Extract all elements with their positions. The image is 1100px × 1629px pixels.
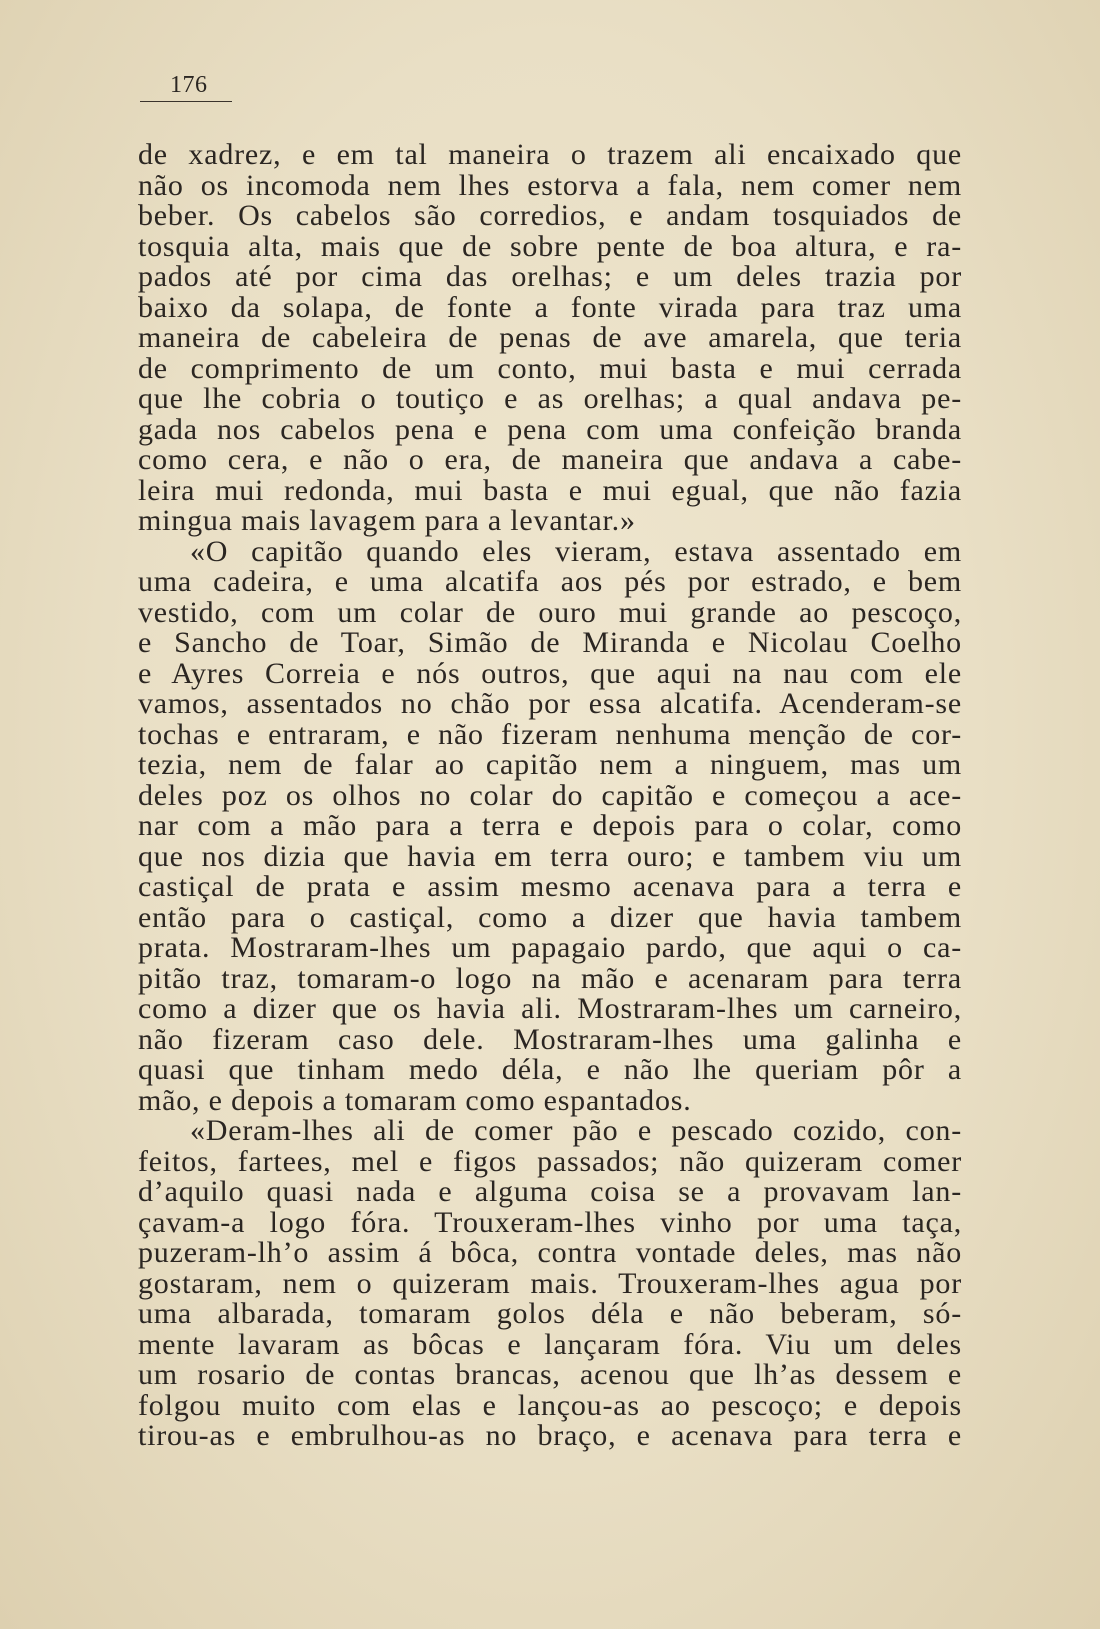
text-line: então para o castiçal, como a dizer que havia tambem — [138, 900, 962, 934]
text-line: «Deram-lhes ali de comer pão e pescado cozido, con- — [190, 1114, 962, 1147]
text-line: baixo da solapa, de fonte a fonte virada para traz uma — [138, 290, 962, 324]
text-line: de xadrez, e em tal maneira o trazem ali encaixado que — [138, 138, 962, 171]
text-line: como cera, e não o era, de maneira que andava a cabe- — [138, 443, 962, 476]
text-line: tosquia alta, mais que de sobre pente de boa altura, e ra- — [138, 229, 962, 263]
text-line: maneira de cabeleira de penas de ave amarela, que teria — [138, 321, 962, 354]
body-text — [138, 140, 962, 1452]
text-line: vamos, assentados no chão por essa alcatifa. Acenderam-se — [138, 687, 962, 720]
text-line: como a dizer que os havia ali. Mostraram-lhes um carneiro, — [138, 992, 962, 1025]
text-line: pitão traz, tomaram-o logo na mão e acenaram para terra — [138, 961, 962, 995]
text-line: tezia, nem de falar ao capitão nem a ninguem, mas um — [138, 748, 962, 781]
page-number: 176 — [170, 72, 208, 98]
text-line: castiçal de prata e assim mesmo acenava para a terra e — [138, 870, 962, 903]
text-line: mingua mais lavagem para a levantar.» — [138, 504, 636, 537]
text-line: uma albarada, tomaram golos déla e não beberam, só- — [138, 1297, 962, 1330]
text-line: tirou-as e embrulhou-as no braço, e acenava para terra e — [138, 1419, 962, 1452]
text-line: beber. Os cabelos são corredios, e andam tosquiados de — [138, 199, 962, 232]
paragraph — [138, 1116, 962, 1452]
text-line: de comprimento de um conto, mui basta e mui cerrada — [138, 351, 962, 385]
text-line: feitos, fartees, mel e figos passados; não quizeram comer — [138, 1144, 962, 1178]
text-line: um rosario de contas brancas, acenou que lh’as dessem e — [138, 1358, 962, 1391]
text-line: prata. Mostraram-lhes um papagaio pardo, que aqui o ca- — [138, 931, 962, 964]
text-line: deles poz os olhos no colar do capitão e começou a ace- — [138, 778, 962, 812]
text-line: uma cadeira, e uma alcatifa aos pés por estrado, e bem — [138, 565, 962, 598]
text-line: tochas e entraram, e não fizeram nenhuma menção de cor- — [138, 717, 962, 751]
paragraph — [138, 534, 962, 1117]
text-line: mente lavaram as bôcas e lançaram fóra. Viu um deles — [138, 1327, 962, 1361]
text-line: pados até por cima das orelhas; e um deles trazia por — [138, 260, 962, 293]
text-line: e Ayres Correia e nós outros, que aqui na nau com ele — [138, 656, 962, 690]
text-line: e Sancho de Toar, Simão de Miranda e Nicolau Coelho — [138, 626, 962, 659]
text-line: folgou muito com elas e lançou-as ao pescoço; e depois — [138, 1388, 962, 1422]
paragraph — [138, 140, 962, 537]
text-line: quasi que tinham medo déla, e não lhe queriam pôr a — [138, 1053, 962, 1086]
text-line: vestido, com um colar de ouro mui grande ao pescoço, — [138, 595, 962, 629]
text-line: mão, e depois a tomaram como espantados. — [138, 1083, 692, 1117]
text-line: gada nos cabelos pena e pena com uma confeição branda — [138, 412, 962, 446]
text-line: leira mui redonda, mui basta e mui egual, que não fazia — [138, 473, 962, 507]
text-line: puzeram-lh’o assim á bôca, contra vontade deles, mas não — [138, 1236, 962, 1269]
text-line: não os incomoda nem lhes estorva a fala, nem comer nem — [138, 168, 962, 202]
text-line: gostaram, nem o quizeram mais. Trouxeram-lhes agua por — [138, 1266, 962, 1300]
text-line: «O capitão quando eles vieram, estava assentado em — [190, 534, 962, 568]
text-line: que nos dizia que havia em terra ouro; e tambem viu um — [138, 839, 962, 873]
text-line: nar com a mão para a terra e depois para o colar, como — [138, 809, 962, 842]
text-line: d’aquilo quasi nada e alguma coisa se a provavam lan- — [138, 1175, 962, 1208]
text-line: que lhe cobria o toutiço e as orelhas; a qual andava pe- — [138, 382, 962, 415]
text-line: çavam-a logo fóra. Trouxeram-lhes vinho por uma taça, — [138, 1205, 962, 1239]
text-line: não fizeram caso dele. Mostraram-lhes uma galinha e — [138, 1022, 962, 1056]
page-number-rule — [140, 101, 232, 102]
